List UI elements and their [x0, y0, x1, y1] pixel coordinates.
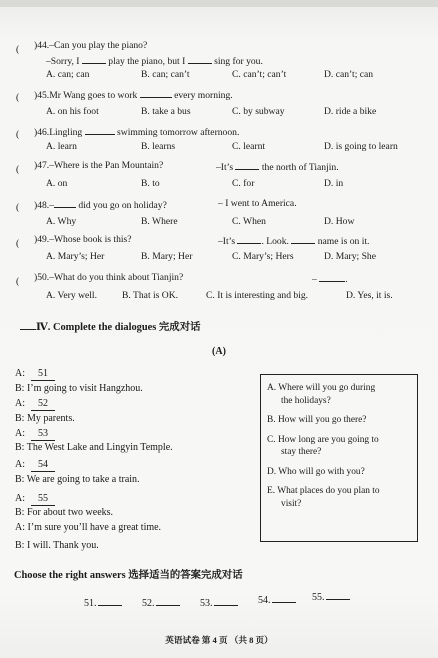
- question-45: [16, 88, 426, 118]
- option-b: B. can; can’t: [141, 69, 190, 80]
- dialogue-line: [15, 413, 75, 425]
- stem-part: –It’s: [216, 162, 234, 173]
- choose-heading: Choose the right answers 选择适当的答案完成对话: [14, 570, 243, 581]
- option-a: A. on his foot: [46, 106, 99, 117]
- stem-part: Lingling: [49, 127, 83, 138]
- option-d: D. Yes, it is.: [346, 290, 393, 301]
- question-number: )44.: [34, 40, 50, 51]
- option-c: C. Mary’s; Hers: [232, 251, 294, 262]
- speaker: B:: [15, 540, 25, 551]
- choice-a: A. Where will you go during the holidays?: [267, 383, 376, 406]
- option-d: D. in: [324, 178, 344, 189]
- option-a: A. Mary’s; Her: [46, 251, 105, 262]
- stem-part: – I went to America.: [218, 198, 297, 209]
- section-heading: [20, 318, 200, 333]
- question-number: )48.: [34, 200, 50, 211]
- speaker: B:: [15, 474, 25, 485]
- answer-slot-51: 51.: [84, 596, 122, 609]
- question-47: [16, 160, 426, 190]
- option-c: C. for: [232, 178, 255, 189]
- answer-paren: (: [16, 44, 20, 55]
- speaker: B:: [15, 413, 25, 424]
- option-c: C. learnt: [232, 141, 266, 152]
- answer-slot-53: 53.: [200, 596, 238, 609]
- dialogue-line: [15, 507, 113, 519]
- blank-number: 55: [31, 493, 55, 506]
- stem-part: swimming tomorrow afternoon.: [117, 127, 240, 138]
- page-top-edge: [0, 0, 438, 7]
- answer-line: [326, 590, 350, 600]
- question-number: )46.: [34, 127, 50, 138]
- speaker: A:: [15, 428, 25, 439]
- answer-paren: (: [16, 276, 20, 287]
- dialogue-text: I’m going to visit Hangzhou.: [26, 383, 143, 394]
- option-d: D. How: [324, 216, 355, 227]
- speaker: A:: [15, 398, 25, 409]
- stem-part: sing for you.: [214, 56, 263, 67]
- dialogue-text: I’m sure you’ll have a great time.: [27, 522, 162, 533]
- answer-paren: (: [16, 238, 20, 249]
- stem-part: Mr Wang goes to work: [49, 90, 138, 101]
- stem-part: the north of Tianjin.: [261, 162, 339, 173]
- option-d: D. is going to learn: [324, 141, 398, 152]
- page-footer: 英语试卷 第 4 页 （共 8 页）: [165, 635, 273, 645]
- part-label: (A): [212, 346, 226, 357]
- question-44: [16, 40, 426, 80]
- answer-slot-55: 55.: [312, 590, 350, 603]
- choice-d: D. Who will go with you?: [267, 466, 365, 477]
- dialogue-line: [15, 493, 55, 506]
- answer-paren: (: [16, 92, 20, 103]
- answer-line: [214, 596, 238, 606]
- option-c: C. by subway: [232, 106, 285, 117]
- option-d: D. ride a bike: [324, 106, 377, 117]
- answer-blank: [188, 54, 212, 64]
- answer-blank: [85, 125, 115, 135]
- speaker: A:: [15, 522, 25, 533]
- dialogue-text: For about two weeks.: [26, 507, 114, 518]
- dialogue-text: My parents.: [26, 413, 75, 424]
- choice-b: B. How will you go there?: [267, 415, 367, 425]
- question-number: )49.: [34, 234, 50, 245]
- stem-part: –Whose book is this?: [49, 234, 132, 245]
- choice-c: C. How long are you going to stay there?: [267, 434, 379, 457]
- answer-line: [98, 596, 122, 606]
- answer-slot-54: 54.: [258, 593, 296, 606]
- stem-part: –It’s: [218, 236, 236, 247]
- stem-part: –Where is the Pan Mountain?: [49, 160, 164, 171]
- option-b: B. Mary; Her: [141, 251, 193, 262]
- answer-blank: [140, 88, 172, 98]
- stem-part: –: [312, 274, 317, 285]
- option-c: C. When: [232, 216, 266, 227]
- answer-line: [156, 596, 180, 606]
- dialogue-line: [15, 368, 55, 381]
- question-stem: –Can you play the piano?: [49, 40, 148, 51]
- speaker: A:: [15, 459, 25, 470]
- stem-part: every morning.: [174, 90, 233, 101]
- option-c: C. It is interesting and big.: [206, 290, 309, 301]
- option-b: B. Where: [141, 216, 178, 227]
- dialogue-line: [15, 383, 143, 395]
- answer-blank: [319, 272, 345, 282]
- option-a: A. learn: [46, 141, 77, 152]
- choices-box: [260, 374, 418, 542]
- answer-blank: [82, 54, 106, 64]
- dialogue-text: We are going to take a train.: [26, 474, 140, 485]
- question-46: [16, 125, 426, 155]
- answer-slot-52: 52.: [142, 596, 180, 609]
- answer-blank: [235, 160, 259, 170]
- choice-e: E. What places do you plan to visit?: [267, 486, 380, 509]
- option-d: D. Mary; She: [324, 251, 376, 262]
- score-blank: [20, 320, 36, 330]
- answer-blank: [54, 198, 76, 208]
- option-b: B. learns: [141, 141, 176, 152]
- stem-part: did you go on holiday?: [78, 200, 167, 211]
- dialogue-line: [15, 398, 55, 411]
- question-48: [16, 198, 426, 228]
- blank-number: 53: [31, 428, 55, 441]
- dialogue-text: I will. Thank you.: [26, 540, 99, 551]
- dialogue-line: [15, 540, 99, 552]
- dialogue-line: [15, 428, 55, 441]
- dialogue-text: The West Lake and Lingyin Temple.: [26, 442, 173, 453]
- question-number: )50.: [34, 272, 50, 283]
- question-49: [16, 234, 426, 264]
- answer-paren: (: [16, 202, 20, 213]
- blank-number: 51: [31, 368, 55, 381]
- stem-part: –What do you think about Tianjin?: [49, 272, 184, 283]
- blank-number: 54: [31, 459, 55, 472]
- dialogue-line: [15, 474, 140, 486]
- option-c: C. can’t; can’t: [232, 69, 287, 80]
- answer-paren: (: [16, 129, 20, 140]
- dialogue-line: [15, 442, 173, 454]
- option-d: D. can’t; can: [324, 69, 374, 80]
- speaker: B:: [15, 383, 25, 394]
- option-b: B. take a bus: [141, 106, 191, 117]
- blank-number: 52: [31, 398, 55, 411]
- speaker: B:: [15, 507, 25, 518]
- question-number: )47.: [34, 160, 50, 171]
- option-b: B. to: [141, 178, 160, 189]
- option-a: A. Why: [46, 216, 77, 227]
- dialogue-line: [15, 522, 161, 534]
- speaker: A:: [15, 368, 25, 379]
- option-a: A. on: [46, 178, 68, 189]
- answer-line: [272, 593, 296, 603]
- section-title: Ⅳ. Complete the dialogues 完成对话: [36, 322, 201, 333]
- dialogue-line: [15, 459, 55, 472]
- stem-part: name is on it.: [317, 236, 370, 247]
- stem-part: play the piano, but I: [108, 56, 186, 67]
- question-number: )45.: [34, 90, 50, 101]
- question-50: ( )50.–What do you think about Tianjin? – . A. Very well. B. That is OK. C. It is interesting and big. D. Yes, it is.: [16, 272, 393, 301]
- answer-paren: (: [16, 164, 20, 175]
- option-a: A. can; can: [46, 69, 90, 80]
- speaker: B:: [15, 442, 25, 453]
- stem-part: –Sorry, I: [46, 56, 80, 67]
- speaker: A:: [15, 493, 25, 504]
- answer-blank: [237, 234, 261, 244]
- stem-part: –: [49, 200, 54, 211]
- stem-part: . Look.: [261, 236, 289, 247]
- option-b: B. That is OK.: [122, 290, 179, 301]
- answer-blank: [291, 234, 315, 244]
- option-a: A. Very well.: [46, 290, 97, 301]
